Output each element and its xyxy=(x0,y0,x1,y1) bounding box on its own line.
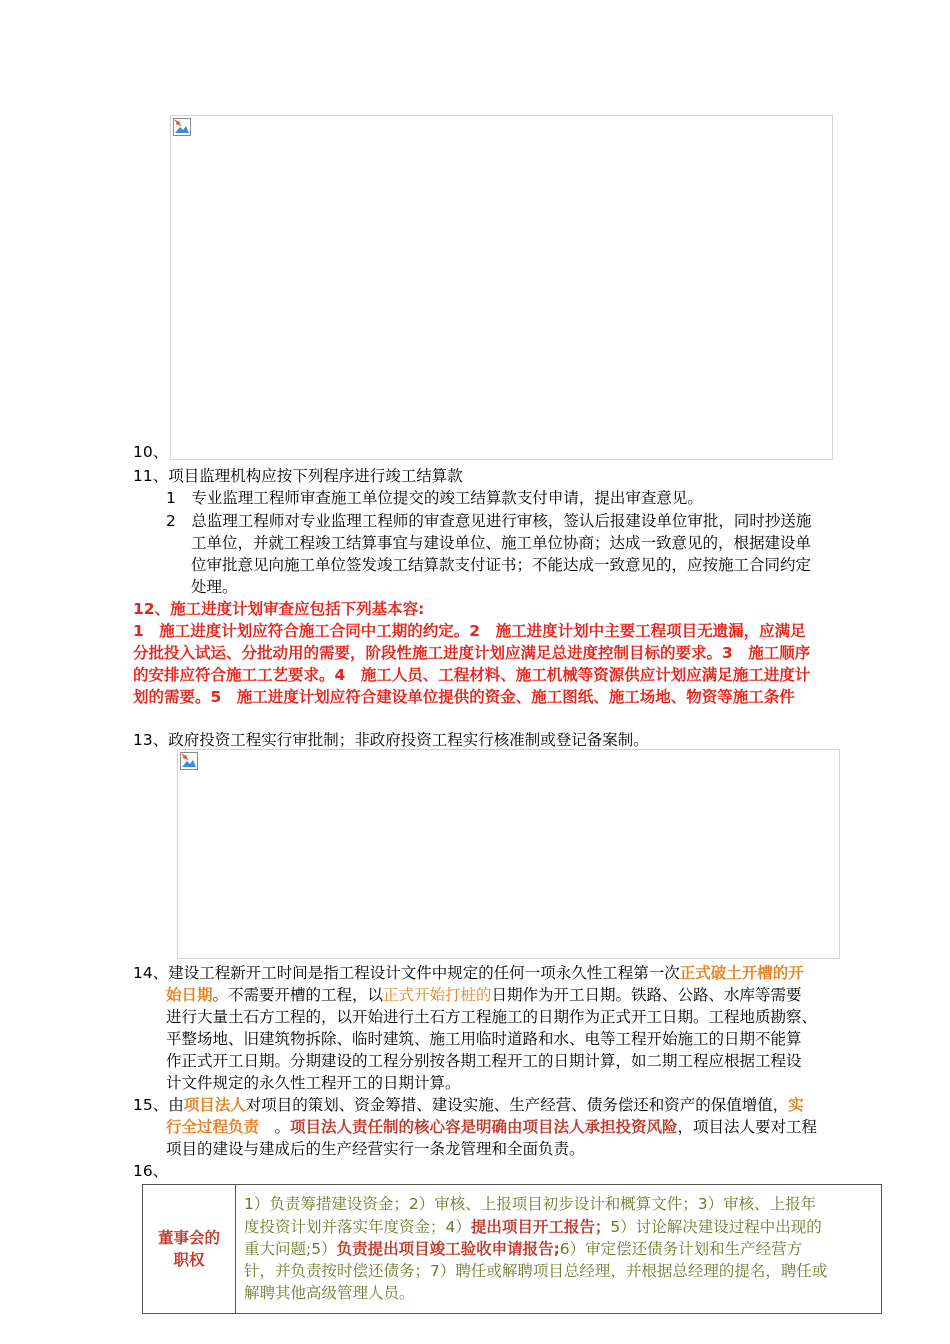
item-15-highlight-full-process-a: 实 xyxy=(788,1096,804,1114)
item-13-text: 13、政府投资工程实行审批制；非政府投资工程实行核准制或登记备案制。 xyxy=(133,731,649,749)
item-11-step-2-line-4: 处理。 xyxy=(191,578,238,596)
body-line-3 xyxy=(244,1238,873,1260)
image-placeholder-1 xyxy=(170,115,833,460)
broken-image-icon xyxy=(180,752,198,770)
item-15-highlight-full-process-b: 行全过程负责 xyxy=(166,1118,260,1136)
item-15-highlight-legal-person: 项目法人 xyxy=(183,1096,246,1114)
item-14-highlight-groundbreaking: 正式破土开槽的开 xyxy=(679,964,804,982)
board-powers-header xyxy=(143,1185,236,1314)
item-12-line-1: 1 施工进度计划应符合施工合同中工期的约定。2 施工进度计划中主要工程项目无遗漏，应满足 xyxy=(133,622,806,640)
item-14-line-5: 作正式开工日期。分期建设的工程分别按各期工程开工的日期计算，如二期工程应根据工程设 xyxy=(166,1052,802,1070)
item-15-line-2 xyxy=(166,1116,817,1138)
item-14-highlight-start-date: 始日期 xyxy=(166,986,213,1004)
item-15-period: 。 xyxy=(259,1118,291,1136)
body-highlight-start-report: 提出项目开工报告； xyxy=(470,1217,611,1236)
body-line-5: 解聘其他高级管理人员。 xyxy=(244,1284,415,1303)
body-line-2-c: 5）讨论解决建设过程中出现的 xyxy=(610,1217,822,1236)
item-11-step-2-line-3: 位审批意见向施工单位签发竣工结算款支付证书；不能达成一致意见的，应按施工合同约定 xyxy=(191,556,812,574)
item-14-text-a: 。不需要开槽的工程，以 xyxy=(212,986,384,1004)
item-14-line-2 xyxy=(166,984,802,1006)
item-11-step-1: 1 专业监理工程师审查施工单位提交的竣工结算款支付申请，提出审查意见。 xyxy=(166,489,703,507)
image-placeholder-2 xyxy=(177,749,840,959)
body-line-2 xyxy=(244,1216,873,1238)
item-14-line-3: 进行大量土石方工程的，以开始进行土石方工程施工的日期作为正式开工日期。工程地质勘察、 xyxy=(166,1008,818,1026)
body-line-3-c: 6）审定偿还债务计划和生产经营方 xyxy=(559,1239,803,1258)
item-11-step-2-line-1: 2 总监理工程师对专业监理工程师的审查意见进行审核，签认后报建设单位审批，同时抄送施 xyxy=(166,512,812,530)
board-powers-header-text: 董事会的 职权 xyxy=(157,1229,220,1269)
item-14-line-1 xyxy=(133,962,804,984)
item-11-step-2-line-2: 工单位，并就工程竣工结算事宜与建设单位、施工单位协商；达成一致意见的，根据建设单 xyxy=(191,534,812,552)
item-14-intro: 14、建设工程新开工时间是指工程设计文件中规定的任何一项永久性工程第一次 xyxy=(133,964,680,982)
item-15-line-1 xyxy=(133,1094,804,1116)
item-14-text-b: 日期作为开工日期。铁路、公路、水库等需要 xyxy=(491,986,802,1004)
body-line-4: 针，并负责按时偿还债务；7）聘任或解聘项目总经理，并根据总经理的提名，聘任或 xyxy=(244,1262,828,1281)
item-15-text-a: 对项目的策划、资金筹措、建设实施、生产经营、债务偿还和资产的保值增值， xyxy=(245,1096,789,1114)
item-14-line-6: 计文件规定的永久性工程开工的日期计算。 xyxy=(166,1074,461,1092)
item-11-heading: 11、项目监理机构应按下列程序进行竣工结算款 xyxy=(133,467,463,485)
board-powers-table xyxy=(142,1184,882,1314)
body-highlight-acceptance-report: 负责提出项目竣工验收申请报告; xyxy=(336,1239,560,1258)
item-14-highlight-piling: 正式开始打桩的 xyxy=(383,986,492,1004)
body-line-2-a: 度投资计划并落实年度资金；4） xyxy=(244,1217,471,1236)
table-row xyxy=(143,1185,882,1314)
body-line-1: 1）负责筹措建设资金；2）审核、上报项目初步设计和概算文件；3）审核、上报年 xyxy=(244,1195,817,1214)
item-12-heading: 12、施工进度计划审查应包括下列基本容: xyxy=(133,600,425,618)
item-12-line-4: 划的需要。5 施工进度计划应符合建设单位提供的资金、施工图纸、施工场地、物资等施工条件 xyxy=(133,688,795,706)
broken-image-icon xyxy=(173,118,191,136)
item-15-highlight-core: 项目法人责任制的核心容是明确由项目法人承担投资风险 xyxy=(290,1118,678,1136)
item-12-line-2: 分批投入试运、分批动用的需要，阶段性施工进度计划应满足总进度控制目标的要求。3 施工顺序 xyxy=(133,644,811,662)
item-12-line-3: 的安排应符合施工工艺要求。4 施工人员、工程材料、施工机械等资源供应计划应满足施工进度计 xyxy=(133,666,811,684)
item-15-number: 15、由 xyxy=(133,1096,184,1114)
board-powers-body xyxy=(236,1185,882,1314)
body-line-3-a: 重大问题;5） xyxy=(244,1239,337,1258)
item-15-line-3: 项目的建设与建成后的生产经营实行一条龙管理和全面负责。 xyxy=(166,1140,585,1158)
item-16-number: 16、 xyxy=(133,1162,169,1180)
item-14-line-4: 平整场地、旧建筑物拆除、临时建筑、施工用临时道路和水、电等工程开始施工的日期不能算 xyxy=(166,1030,802,1048)
item-15-text-b: ，项目法人要对工程 xyxy=(677,1118,818,1136)
item-10-number: 10、 xyxy=(133,443,169,461)
